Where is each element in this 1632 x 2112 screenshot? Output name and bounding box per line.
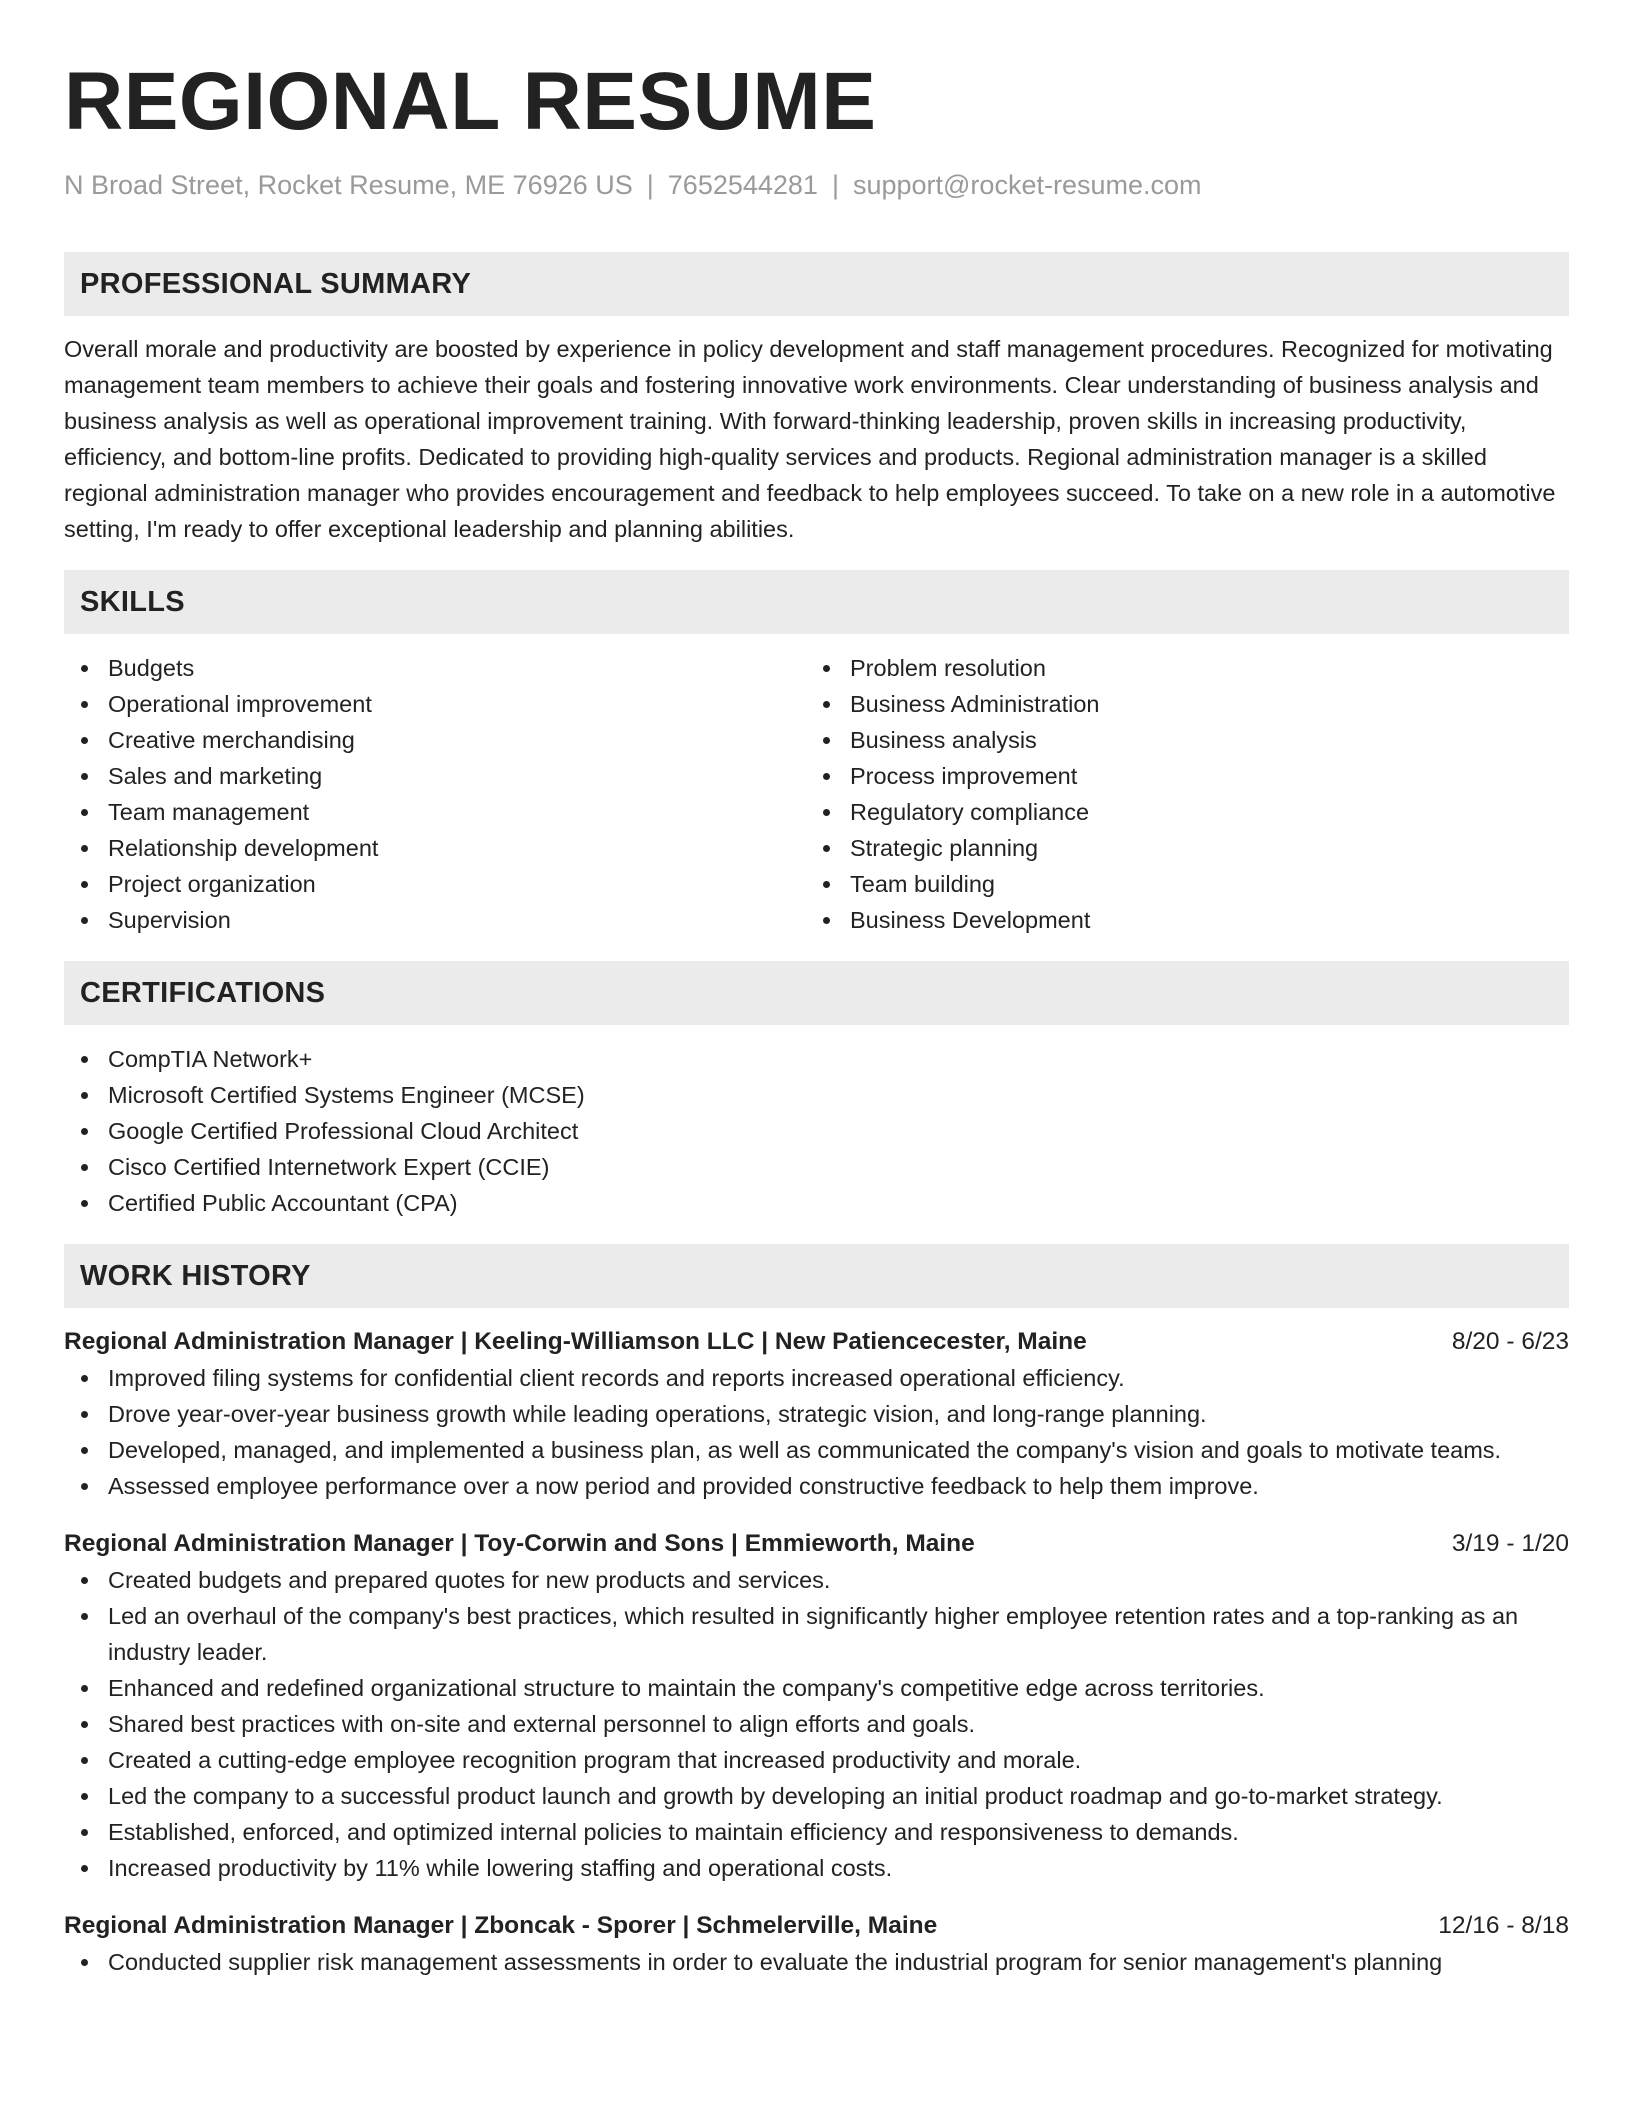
job-header: [64, 1526, 1569, 1562]
skill-item: Sales and marketing: [64, 758, 806, 794]
job-header: [64, 1908, 1569, 1944]
section-header-skills: SKILLS: [64, 570, 1569, 634]
contact-line: [64, 168, 1569, 202]
job-bullet: Created budgets and prepared quotes for new products and services.: [64, 1562, 1569, 1598]
job-bullet: Drove year-over-year business growth while leading operations, strategic vision, and long-range planning.: [64, 1396, 1569, 1432]
skill-item: Team building: [806, 866, 1548, 902]
skill-item: Business Development: [806, 902, 1548, 938]
job-bullet: Created a cutting-edge employee recognition program that increased productivity and morale.: [64, 1742, 1569, 1778]
contact-separator: |: [831, 170, 839, 200]
certification-item: Cisco Certified Internetwork Expert (CCIE): [64, 1149, 1569, 1185]
job-dates: 8/20 - 6/23: [1451, 1328, 1569, 1355]
job-bullet: Improved filing systems for confidential client records and reports increased operational efficiency.: [64, 1360, 1569, 1396]
skill-item: Project organization: [64, 866, 806, 902]
job-title: Regional Administration Manager | Zboncak - Sporer | Schmelerville, Maine: [64, 1912, 938, 1939]
job-bullets: [64, 1944, 1569, 1980]
certification-item: Certified Public Accountant (CPA): [64, 1185, 1569, 1221]
job-bullets: [64, 1360, 1569, 1504]
skill-item: Business analysis: [806, 722, 1548, 758]
skill-item: Budgets: [64, 650, 806, 686]
job-title: Regional Administration Manager | Keeling-Williamson LLC | New Patiencecester, Maine: [64, 1328, 1087, 1355]
job-bullet: Increased productivity by 11% while lowering staffing and operational costs.: [64, 1850, 1569, 1886]
contact-separator: |: [646, 170, 654, 200]
certification-item: CompTIA Network+: [64, 1041, 1569, 1077]
certifications-list: [64, 1041, 1569, 1221]
skill-item: Problem resolution: [806, 650, 1548, 686]
job-header: [64, 1324, 1569, 1360]
contact-phone: 7652544281: [667, 170, 818, 200]
section-header-work-history: WORK HISTORY: [64, 1244, 1569, 1308]
skill-item: Team management: [64, 794, 806, 830]
job-bullet: Established, enforced, and optimized internal policies to maintain efficiency and responsiveness to demands.: [64, 1814, 1569, 1850]
skill-item: Supervision: [64, 902, 806, 938]
job-bullet: Enhanced and redefined organizational structure to maintain the company's competitive edge across territories.: [64, 1670, 1569, 1706]
job-dates: 3/19 - 1/20: [1451, 1530, 1569, 1557]
skill-item: Business Administration: [806, 686, 1548, 722]
skill-item: Regulatory compliance: [806, 794, 1548, 830]
resume-name: REGIONAL RESUME: [64, 56, 877, 147]
skill-item: Operational improvement: [64, 686, 806, 722]
job-bullet: Led an overhaul of the company's best practices, which resulted in significantly higher employee retention rates and a top-ranking as an industry leader.: [64, 1598, 1569, 1670]
skill-item: Strategic planning: [806, 830, 1548, 866]
job-bullet: Conducted supplier risk management assessments in order to evaluate the industrial program for senior management's planning: [64, 1944, 1569, 1980]
section-header-summary: PROFESSIONAL SUMMARY: [64, 252, 1569, 316]
certification-item: Microsoft Certified Systems Engineer (MCSE): [64, 1077, 1569, 1113]
job-bullet: Led the company to a successful product launch and growth by developing an initial product roadmap and go-to-market strategy.: [64, 1778, 1569, 1814]
section-header-certifications: CERTIFICATIONS: [64, 961, 1569, 1025]
job-bullet: Assessed employee performance over a now period and provided constructive feedback to help them improve.: [64, 1468, 1569, 1504]
skills-list-right: [806, 650, 1548, 938]
skills-list-left: [64, 650, 806, 938]
certification-item: Google Certified Professional Cloud Architect: [64, 1113, 1569, 1149]
resume-page: [64, 52, 1569, 1980]
skill-item: Process improvement: [806, 758, 1548, 794]
skills-grid: [64, 650, 1569, 938]
skill-item: Relationship development: [64, 830, 806, 866]
contact-address: N Broad Street, Rocket Resume, ME 76926 US: [64, 170, 633, 200]
job-bullet: Developed, managed, and implemented a business plan, as well as communicated the company's vision and goals to motivate teams.: [64, 1432, 1569, 1468]
job-dates: 12/16 - 8/18: [1438, 1912, 1569, 1939]
skill-item: Creative merchandising: [64, 722, 806, 758]
job-bullets: [64, 1562, 1569, 1886]
summary-text: Overall morale and productivity are boosted by experience in policy development and staff management procedures. Recognized for motivating management team members to achieve their goals and fostering innovative work environments. Clear understanding of business analysis and business analysis as well as operational improvement training. With forward-thinking leadership, proven skills in increasing productivity, efficiency, and bottom-line profits. Dedicated to providing high-quality services and products. Regional administration manager is a skilled regional administration manager who provides encouragement and feedback to help employees succeed. To take on a new role in a automotive setting, I'm ready to offer exceptional leadership and planning abilities.: [64, 336, 1556, 542]
contact-email: support@rocket-resume.com: [852, 170, 1202, 200]
job-bullet: Shared best practices with on-site and external personnel to align efforts and goals.: [64, 1706, 1569, 1742]
job-title: Regional Administration Manager | Toy-Corwin and Sons | Emmieworth, Maine: [64, 1530, 975, 1557]
